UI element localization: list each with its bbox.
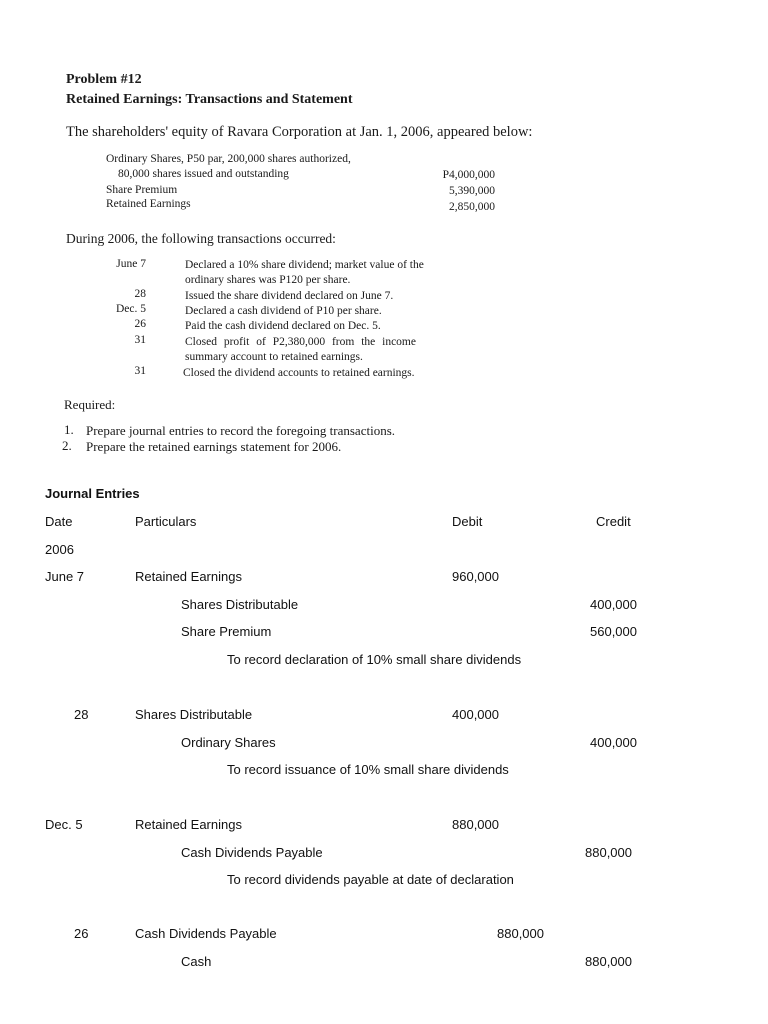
transaction-date: Dec. 5 — [115, 303, 146, 315]
equity-label: Retained Earnings — [106, 198, 191, 210]
transaction-text: Declared a cash dividend of P10 per share. — [185, 305, 382, 317]
row-account: Cash Dividends Payable — [181, 845, 323, 860]
required-number: 2. — [62, 438, 72, 453]
row-credit: 400,000 — [590, 597, 637, 612]
row-credit: 880,000 — [585, 954, 632, 969]
row-account: Shares Distributable — [181, 597, 299, 612]
row-account: Retained Earnings — [135, 569, 242, 584]
equity-label: 80,000 shares issued and outstanding — [118, 168, 289, 180]
equity-amount: 5,390,000 — [449, 185, 495, 197]
required-number: 1. — [64, 422, 74, 437]
required-label: Required: — [64, 397, 116, 412]
transaction-date: 26 — [134, 318, 146, 330]
during-intro: During 2006, the following transactions occurred: — [66, 231, 336, 246]
transaction-date: 31 — [134, 365, 146, 377]
row-debit: 880,000 — [452, 817, 499, 832]
row-credit: 880,000 — [585, 845, 632, 860]
header-credit: Credit — [596, 514, 631, 529]
equity-label: Share Premium — [106, 184, 178, 196]
row-credit: 400,000 — [590, 735, 637, 750]
row-date: 26 — [74, 926, 89, 941]
row-debit: 880,000 — [497, 926, 544, 941]
equity-amount: P4,000,000 — [442, 169, 495, 181]
row-debit: 400,000 — [452, 707, 499, 722]
row-date: Dec. 5 — [45, 817, 83, 832]
required-text: Prepare journal entries to record the foregoing transactions. — [86, 423, 395, 438]
problem-number: Problem #12 — [66, 72, 142, 87]
transaction-date: 31 — [134, 334, 146, 346]
transaction-text: Paid the cash dividend declared on Dec. 5. — [185, 320, 381, 332]
problem-title: Retained Earnings: Transactions and Statement — [66, 92, 353, 107]
header-date: Date — [45, 514, 73, 529]
transaction-text: ordinary shares was P120 per share. — [185, 274, 351, 286]
row-date: June 7 — [45, 569, 85, 584]
equity-amount: 2,850,000 — [449, 201, 495, 213]
transaction-text: Issued the share dividend declared on June 7. — [185, 290, 394, 302]
transaction-date: June 7 — [116, 258, 146, 270]
row-memo: To record declaration of 10% small share dividends — [227, 652, 522, 667]
row-account: Retained Earnings — [135, 817, 242, 832]
equity-label: Ordinary Shares, P50 par, 200,000 shares authorized, — [106, 153, 351, 165]
row-account: Cash Dividends Payable — [135, 926, 277, 941]
row-debit: 960,000 — [452, 569, 499, 584]
row-memo: To record dividends payable at date of declaration — [227, 872, 514, 887]
row-account: Ordinary Shares — [181, 735, 276, 750]
header-debit: Debit — [452, 514, 483, 529]
problem-intro: The shareholders' equity of Ravara Corporation at Jan. 1, 2006, appeared below: — [66, 124, 533, 140]
transaction-date: 28 — [134, 288, 146, 300]
required-text: Prepare the retained earnings statement for 2006. — [86, 439, 342, 454]
row-account: Share Premium — [181, 624, 272, 639]
transaction-text: summary account to retained earnings. — [185, 351, 363, 363]
row-memo: To record issuance of 10% small share dividends — [227, 762, 509, 777]
journal-year: 2006 — [45, 542, 74, 557]
row-account: Cash — [181, 954, 212, 969]
transaction-text: Declared a 10% share dividend; market value of the — [185, 259, 424, 271]
journal-heading: Journal Entries — [45, 486, 140, 501]
row-account: Shares Distributable — [135, 707, 253, 722]
row-credit: 560,000 — [590, 624, 637, 639]
transaction-text: Closed the dividend accounts to retained earnings. — [183, 367, 415, 379]
transaction-text: Closed profit of P2,380,000 from the income — [185, 336, 416, 348]
header-particulars: Particulars — [135, 514, 197, 529]
row-date: 28 — [74, 707, 89, 722]
